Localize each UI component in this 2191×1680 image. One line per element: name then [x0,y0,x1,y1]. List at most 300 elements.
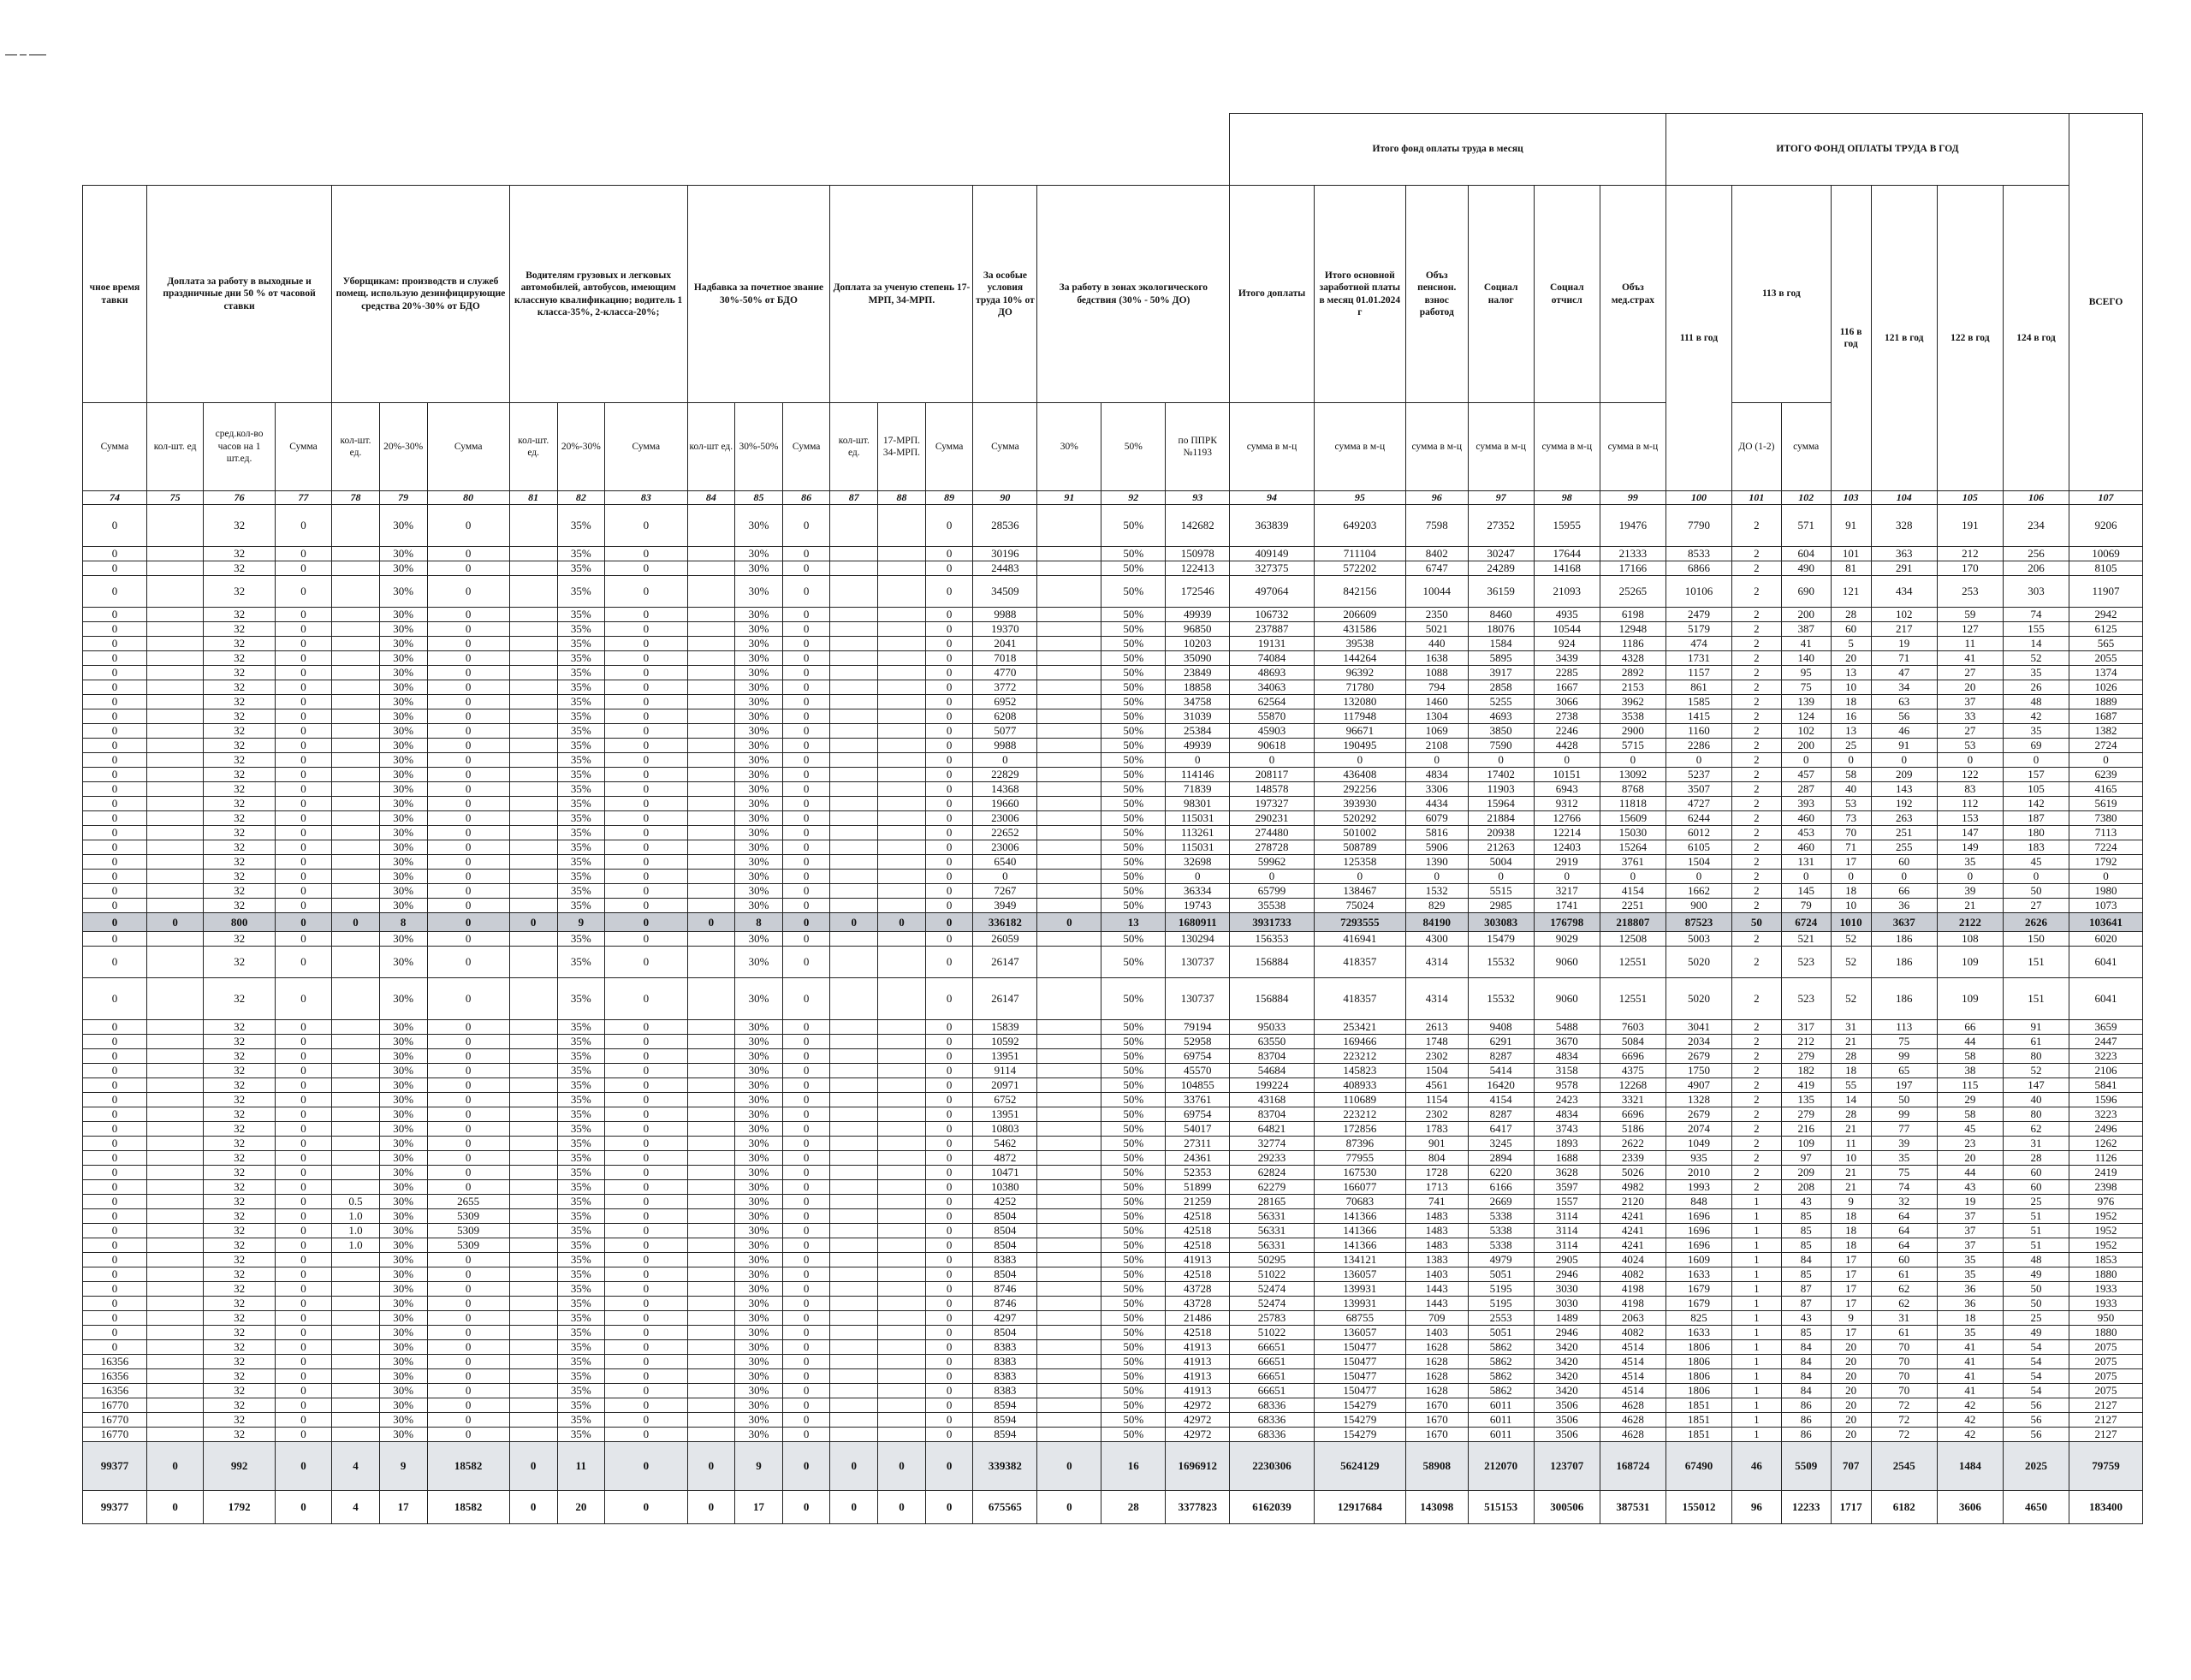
table-cell [1037,547,1101,561]
table-cell [146,666,203,680]
table-cell: 3306 [1405,782,1468,797]
table-cell: 0 [1468,870,1534,884]
table-cell: 46 [1732,1442,1782,1491]
table-cell: 21 [1831,1035,1871,1049]
table-cell: 1633 [1666,1267,1731,1282]
table-cell: 139 [1781,695,1831,709]
subheader-cell: Сумма [782,403,830,491]
table-cell: 0 [782,840,830,855]
table-cell [1037,1064,1101,1078]
header-group-0: чное время тавки [83,186,147,403]
table-cell: 1 [1732,1398,1782,1413]
column-number: 77 [275,491,331,505]
table-cell: 2 [1732,666,1782,680]
table-cell: 0 [275,1122,331,1137]
table-cell: 5309 [427,1224,509,1238]
table-cell: 99377 [83,1442,147,1491]
table-cell: 4428 [1534,739,1600,753]
table-cell: 50% [1101,576,1166,608]
table-cell [146,870,203,884]
table-cell: 32 [204,753,276,768]
table-cell: 0 [782,576,830,608]
table-cell: 1.0 [332,1209,380,1224]
table-cell: 19660 [973,797,1037,811]
table-cell: 50% [1101,797,1166,811]
table-cell [687,1224,735,1238]
table-cell: 85 [1781,1238,1831,1253]
table-cell [332,1180,380,1195]
table-cell: 30% [379,1267,427,1282]
table-cell: 0 [83,870,147,884]
table-cell: 0 [427,1326,509,1340]
table-cell: 0 [605,724,687,739]
table-cell: 1557 [1534,1195,1600,1209]
payroll-sheet [82,113,2143,1524]
table-row [83,1078,2143,1093]
table-cell: 52 [2003,1064,2069,1078]
table-cell: 54 [2003,1355,2069,1369]
table-cell: 7224 [2069,840,2143,855]
table-cell [1037,695,1101,709]
table-cell [509,547,557,561]
table-cell: 707 [1831,1442,1871,1491]
table-cell: 1728 [1405,1166,1468,1180]
table-cell: 3114 [1534,1224,1600,1238]
table-cell: 32 [204,1428,276,1442]
subheader-cell: сред.кол-во часов на 1 шт.ед. [204,403,276,491]
table-cell: 17 [1831,1297,1871,1311]
table-cell: 0 [782,884,830,899]
table-cell: 279 [1781,1107,1831,1122]
table-cell [830,855,878,870]
table-cell: 1 [1732,1282,1782,1297]
table-cell [878,782,926,797]
table-cell: 10151 [1534,768,1600,782]
table-cell [509,978,557,1020]
table-cell: 4297 [973,1311,1037,1326]
table-cell: 0 [925,855,973,870]
table-cell [687,884,735,899]
table-cell: 43728 [1166,1297,1230,1311]
table-cell [146,1282,203,1297]
table-cell: 0 [605,811,687,826]
table-cell: 1628 [1405,1340,1468,1355]
table-cell [509,1238,557,1253]
table-cell: 217 [1871,622,1937,637]
table-cell: 0 [605,884,687,899]
table-cell: 0 [925,1049,973,1064]
table-cell: 0 [83,1049,147,1064]
table-cell [146,1311,203,1326]
table-cell: 5 [1831,637,1871,651]
table-cell: 6182 [1871,1491,1937,1524]
table-cell: 30% [379,1107,427,1122]
table-cell: 30% [379,1049,427,1064]
table-cell: 1792 [204,1491,276,1524]
table-cell: 0 [83,1035,147,1049]
table-cell: 2 [1732,1064,1782,1078]
table-cell: 0 [782,1107,830,1122]
table-cell: 35 [1871,1151,1937,1166]
table-cell: 1 [1732,1384,1782,1398]
table-cell: 83 [1937,782,2003,797]
table-cell: 112 [1937,797,2003,811]
table-cell: 0 [427,1180,509,1195]
table-cell: 5309 [427,1238,509,1253]
table-cell: 4514 [1600,1369,1666,1384]
table-cell: 35 [1937,1326,2003,1340]
table-cell: 50% [1101,695,1166,709]
table-cell: 23006 [973,840,1037,855]
table-cell [830,561,878,576]
table-cell: 29233 [1230,1151,1314,1166]
table-cell [1037,797,1101,811]
table-cell [1037,768,1101,782]
table-cell [830,826,878,840]
table-cell: 59 [1937,608,2003,622]
table-cell: 26059 [973,932,1037,947]
table-cell: 0 [83,1326,147,1340]
table-cell [146,739,203,753]
table-cell [878,1049,926,1064]
subheader-cell: сумма в м-ц [1405,403,1468,491]
table-cell: 21486 [1166,1311,1230,1326]
subheader-cell: сумма в м-ц [1230,403,1314,491]
table-cell: 0 [782,1282,830,1297]
table-cell: 43168 [1230,1093,1314,1107]
table-cell: 8383 [973,1340,1037,1355]
table-cell [146,547,203,561]
table-row [83,1020,2143,1035]
table-cell: 0 [782,782,830,797]
table-cell: 0 [925,547,973,561]
table-cell: 32 [204,1311,276,1326]
table-cell: 21 [1831,1180,1871,1195]
table-row [83,884,2143,899]
table-cell: 0 [782,680,830,695]
table-cell [146,932,203,947]
table-cell: 0 [782,1209,830,1224]
table-cell [687,1282,735,1297]
table-cell: 1633 [1666,1326,1731,1340]
table-cell: 30% [379,1093,427,1107]
table-cell [146,1180,203,1195]
table-cell [687,1151,735,1166]
table-cell [687,1107,735,1122]
table-cell: 2892 [1600,666,1666,680]
table-cell: 41913 [1166,1369,1230,1384]
table-cell [146,884,203,899]
table-cell: 0 [83,797,147,811]
table-cell: 130737 [1166,947,1230,978]
table-cell [332,1166,380,1180]
table-cell: 32 [204,1166,276,1180]
table-cell: 4 [332,1491,380,1524]
table-cell: 4514 [1600,1384,1666,1398]
table-cell: 50% [1101,1049,1166,1064]
table-cell: 0 [275,1398,331,1413]
table-cell: 35% [557,1398,605,1413]
table-cell: 18 [1831,1224,1871,1238]
table-cell: 0 [605,1384,687,1398]
table-cell: 17644 [1534,547,1600,561]
table-cell: 0 [605,1238,687,1253]
table-cell [878,840,926,855]
table-cell: 3245 [1468,1137,1534,1151]
table-cell [830,1267,878,1282]
table-row [83,1137,2143,1151]
table-cell: 363 [1871,547,1937,561]
table-cell [830,1064,878,1078]
table-cell: 2 [1732,1049,1782,1064]
table-cell: 30% [735,666,783,680]
table-cell [830,1326,878,1340]
table-cell [332,1137,380,1151]
table-cell: 35 [2003,666,2069,680]
table-cell: 58908 [1405,1442,1468,1491]
table-cell: 0 [427,709,509,724]
table-cell: 5338 [1468,1238,1534,1253]
table-cell: 91 [2003,1020,2069,1035]
table-cell: 30% [379,608,427,622]
table-cell: 30% [735,1267,783,1282]
table-cell: 85 [1781,1267,1831,1282]
table-cell: 4872 [973,1151,1037,1166]
table-cell [146,505,203,547]
table-cell: 0 [605,576,687,608]
table-cell: 14368 [973,782,1037,797]
table-cell: 17 [1831,1282,1871,1297]
table-cell [687,840,735,855]
table-cell: 0 [83,1166,147,1180]
table-cell: 0 [1230,870,1314,884]
table-cell: 84 [1781,1340,1831,1355]
table-cell: 53 [1831,797,1871,811]
table-cell: 2 [1732,1093,1782,1107]
table-cell: 16356 [83,1355,147,1369]
table-cell: 2 [1732,1078,1782,1093]
table-cell: 0 [427,1166,509,1180]
table-cell [687,1267,735,1282]
table-cell: 0 [427,576,509,608]
table-cell: 30% [735,899,783,913]
table-cell: 0 [275,840,331,855]
table-cell: 30% [735,576,783,608]
table-cell [830,753,878,768]
table-cell [687,811,735,826]
table-cell [687,637,735,651]
table-cell: 0 [427,870,509,884]
table-cell [878,753,926,768]
table-cell: 419 [1781,1078,1831,1093]
table-cell: 2 [1732,709,1782,724]
table-cell: 1069 [1405,724,1468,739]
column-number: 94 [1230,491,1314,505]
table-cell: 13951 [973,1049,1037,1064]
table-cell [687,899,735,913]
table-cell: 1696912 [1166,1442,1230,1491]
table-cell: 0 [605,913,687,932]
table-cell: 26 [2003,680,2069,695]
table-cell: 20 [1831,1384,1871,1398]
column-number: 102 [1781,491,1831,505]
table-cell [509,680,557,695]
table-cell: 7293555 [1314,913,1405,932]
table-cell: 2447 [2069,1035,2143,1049]
table-cell [687,1413,735,1428]
table-cell: 0 [83,1064,147,1078]
table-cell: 30% [735,1049,783,1064]
table-cell: 3420 [1534,1369,1600,1384]
table-cell: 0 [782,695,830,709]
table-cell [146,637,203,651]
table-cell: 180 [2003,826,2069,840]
table-cell: 4314 [1405,947,1468,978]
table-cell: 25783 [1230,1311,1314,1326]
subheader-cell: Сумма [275,403,331,491]
table-cell: 50% [1101,1166,1166,1180]
table-cell: 10069 [2069,547,2143,561]
table-cell: 183400 [2069,1491,2143,1524]
table-cell [830,1020,878,1035]
table-cell: 2946 [1534,1267,1600,1282]
table-cell: 515153 [1468,1491,1534,1524]
table-cell: 50% [1101,561,1166,576]
table-cell [332,1428,380,1442]
table-cell: 30% [735,505,783,547]
table-cell: 2 [1732,637,1782,651]
table-cell: 15955 [1534,505,1600,547]
table-cell: 32 [204,978,276,1020]
table-cell: 151 [2003,978,2069,1020]
table-cell: 1 [1732,1238,1782,1253]
table-cell: 0 [605,695,687,709]
table-cell [332,1355,380,1369]
table-cell: 25384 [1166,724,1230,739]
table-cell: 0 [83,947,147,978]
table-cell: 48 [2003,695,2069,709]
table-cell: 2 [1732,947,1782,978]
subheader-cell: сумма в м-ц [1534,403,1600,491]
table-cell: 0 [925,782,973,797]
table-cell: 1390 [1405,855,1468,870]
table-cell [687,651,735,666]
table-cell: 1.0 [332,1224,380,1238]
table-cell: 3507 [1666,782,1731,797]
table-cell: 24289 [1468,561,1534,576]
table-cell: 83704 [1230,1107,1314,1122]
table-cell: 41913 [1166,1253,1230,1267]
table-cell: 49 [2003,1326,2069,1340]
table-cell: 41913 [1166,1355,1230,1369]
table-cell: 44 [1937,1166,2003,1180]
table-cell: 0 [275,1311,331,1326]
table-cell: 8594 [973,1428,1037,1442]
table-cell [1037,1355,1101,1369]
table-cell: 50% [1101,1384,1166,1398]
table-cell: 176798 [1534,913,1600,932]
table-cell: 50% [1101,1238,1166,1253]
table-cell: 474 [1666,637,1731,651]
table-cell [509,622,557,637]
table-cell: 77 [1871,1122,1937,1137]
table-cell: 87 [1781,1297,1831,1311]
table-cell [509,1369,557,1384]
table-cell: 50% [1101,1282,1166,1297]
table-cell: 1628 [1405,1384,1468,1398]
table-cell: 36334 [1166,884,1230,899]
table-cell: 35% [557,797,605,811]
subheader-cell: кол-шт. ед. [509,403,557,491]
table-cell [146,1253,203,1267]
table-cell: 12508 [1600,932,1666,947]
table-cell: 1741 [1534,899,1600,913]
column-number: 75 [146,491,203,505]
table-cell [146,1326,203,1340]
column-number: 106 [2003,491,2069,505]
table-cell: 35% [557,1107,605,1122]
table-cell: 79 [1781,899,1831,913]
table-cell: 30% [379,1340,427,1355]
table-cell: 42972 [1166,1398,1230,1413]
table-cell: 41913 [1166,1384,1230,1398]
table-cell: 0 [605,1428,687,1442]
column-number: 101 [1732,491,1782,505]
table-cell: 0 [925,870,973,884]
table-cell: 6724 [1781,913,1831,932]
table-cell: 0 [605,547,687,561]
table-cell: 19 [1871,637,1937,651]
table-row [83,1311,2143,1326]
table-cell: 5895 [1468,651,1534,666]
table-cell [687,797,735,811]
table-cell: 54684 [1230,1064,1314,1078]
table-row [83,724,2143,739]
table-cell: 75 [1871,1166,1937,1180]
table-cell: 16356 [83,1384,147,1398]
table-cell: 2655 [427,1195,509,1209]
table-cell: 0 [427,811,509,826]
table-cell: 0 [925,947,973,978]
table-cell: 45570 [1166,1064,1230,1078]
table-cell: 0 [605,947,687,978]
table-cell: 255 [1871,840,1937,855]
table-cell: 3850 [1468,724,1534,739]
table-cell: 110689 [1314,1093,1405,1107]
table-cell: 2055 [2069,651,2143,666]
table-cell: 0 [275,1078,331,1093]
table-cell [830,1369,878,1384]
table-cell: 35% [557,1093,605,1107]
table-cell: 460 [1781,840,1831,855]
table-cell: 18 [1831,1238,1871,1253]
table-cell [830,811,878,826]
table-cell: 71780 [1314,680,1405,695]
table-cell: 21 [1831,1122,1871,1137]
table-cell [878,724,926,739]
table-cell: 35% [557,1267,605,1282]
table-cell: 30% [735,709,783,724]
table-cell [1037,826,1101,840]
table-cell: 30% [735,1282,783,1297]
table-cell: 2946 [1534,1326,1600,1340]
table-cell [1037,1180,1101,1195]
table-cell: 0 [275,884,331,899]
table-cell: 30% [735,561,783,576]
table-cell [332,709,380,724]
table-cell: 32 [204,855,276,870]
table-cell: 30% [379,1238,427,1253]
